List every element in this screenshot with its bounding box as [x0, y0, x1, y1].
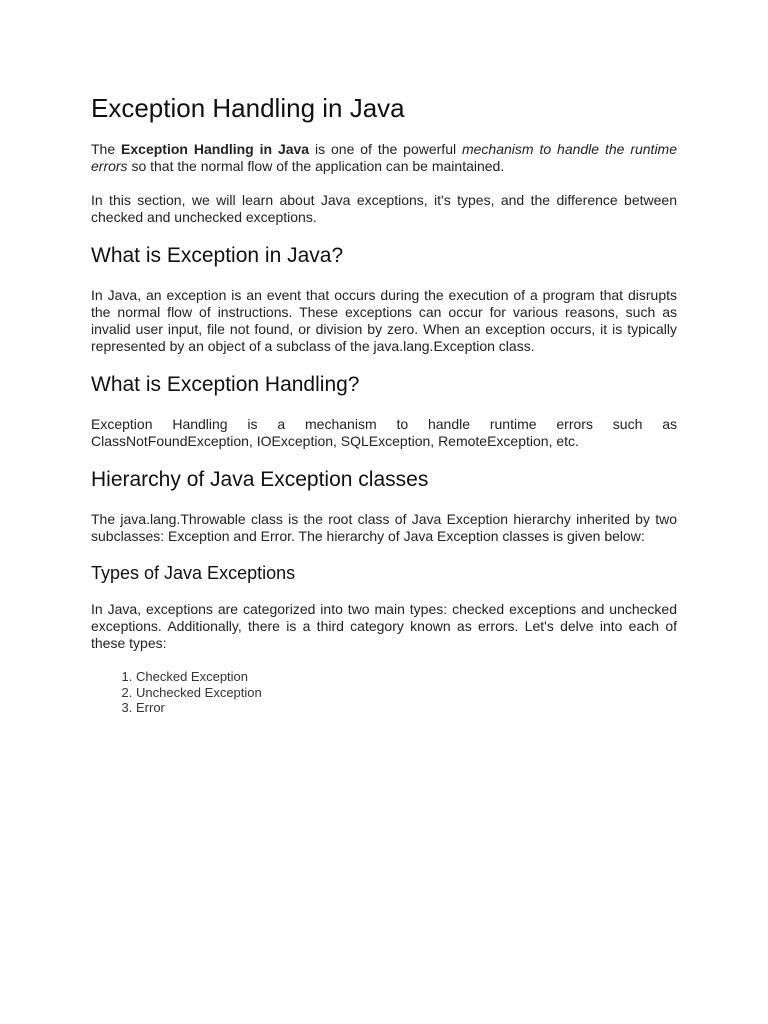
document-page	[91, 92, 677, 716]
heading-what-is-exception: What is Exception in Java?	[91, 244, 344, 267]
list-item: 2. Unchecked Exception	[136, 685, 677, 701]
list-item: 3. Error	[136, 700, 677, 716]
page-title: Exception Handling in Java	[91, 93, 405, 123]
heading-what-is-exception-handling: What is Exception Handling?	[91, 373, 360, 396]
intro-middle: is one of the powerful	[309, 141, 462, 157]
what-is-exception-handling-paragraph: Exception Handling is a mechanism to handle runtime errors such as ClassNotFoundException, IOException, SQLException, RemoteException, etc.	[91, 416, 677, 449]
heading-hierarchy: Hierarchy of Java Exception classes	[91, 468, 429, 491]
intro-suffix: so that the normal flow of the application can be maintained.	[127, 158, 505, 174]
section-paragraph: In this section, we will learn about Java exceptions, it's types, and the difference between checked and unchecked exceptions.	[91, 192, 677, 225]
intro-bold-term: Exception Handling in Java	[121, 141, 310, 157]
exception-types-list	[91, 669, 677, 716]
hierarchy-paragraph: The java.lang.Throwable class is the root class of Java Exception hierarchy inherited by two subclasses: Exception and Error. The hierarchy of Java Exception classes is given below:	[91, 511, 677, 544]
list-item: 1. Checked Exception	[136, 669, 677, 685]
heading-types: Types of Java Exceptions	[91, 563, 296, 583]
what-is-exception-paragraph: In Java, an exception is an event that occurs during the execution of a program that disrupts the normal flow of instructions. These exceptions can occur for various reasons, such as invalid user input, file not found, or division by zero. When an exception occurs, it is typically represented by an object of a subclass of the java.lang.Exception class.	[91, 287, 677, 354]
intro-italic-phrase: mechanism to handle the runtime errors	[91, 141, 678, 174]
intro-paragraph	[91, 141, 677, 175]
types-paragraph: In Java, exceptions are categorized into two main types: checked exceptions and unchecked exceptions. Additionally, there is a third category known as errors. Let's delve into each of these types:	[91, 601, 677, 651]
intro-prefix: The	[91, 141, 122, 157]
